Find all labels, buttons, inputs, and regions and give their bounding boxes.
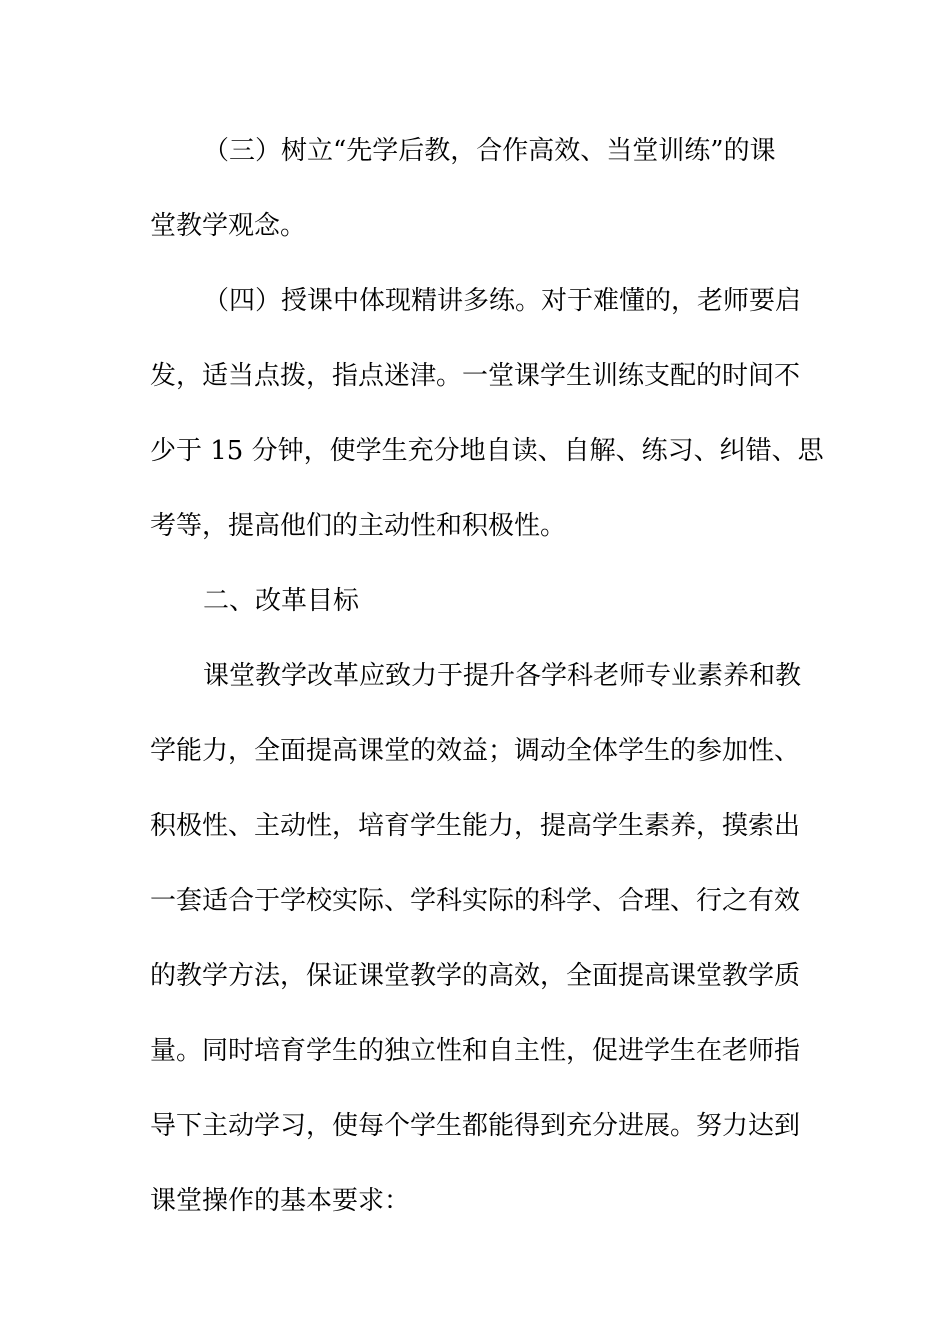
section-heading: 二、改革目标 bbox=[203, 586, 360, 616]
text-line: 课堂教学改革应致力于提升各学科老师专业素养和教 bbox=[203, 661, 802, 691]
text-line: 学能力，全面提高课堂的效益；调动全体学生的参加性、 bbox=[150, 736, 801, 766]
text-line: （四）授课中体现精讲多练。对于难懂的，老师要启 bbox=[203, 286, 802, 316]
text-line: 课堂操作的基本要求： bbox=[150, 1186, 411, 1216]
text-line: 少于 15 分钟，使学生充分地自读、自解、练习、纠错、思 bbox=[150, 436, 824, 466]
text-line: 导下主动学习，使每个学生都能得到充分进展。努力达到 bbox=[150, 1111, 801, 1141]
text-line: 积极性、主动性，培育学生能力，提高学生素养，摸索出 bbox=[150, 811, 801, 841]
text-line: 量。同时培育学生的独立性和自主性，促进学生在老师指 bbox=[150, 1036, 801, 1066]
text-line: 发，适当点拨，指点迷津。一堂课学生训练支配的时间不 bbox=[150, 361, 801, 391]
text-line: 一套适合于学校实际、学科实际的科学、合理、行之有效 bbox=[150, 886, 801, 916]
text-line: 考等，提高他们的主动性和积极性。 bbox=[150, 511, 567, 541]
text-line: （三）树立“先学后教，合作高效、当堂训练”的课 bbox=[203, 136, 776, 166]
text-line: 的教学方法，保证课堂教学的高效，全面提高课堂教学质 bbox=[150, 961, 801, 991]
text-line: 堂教学观念。 bbox=[150, 211, 307, 241]
